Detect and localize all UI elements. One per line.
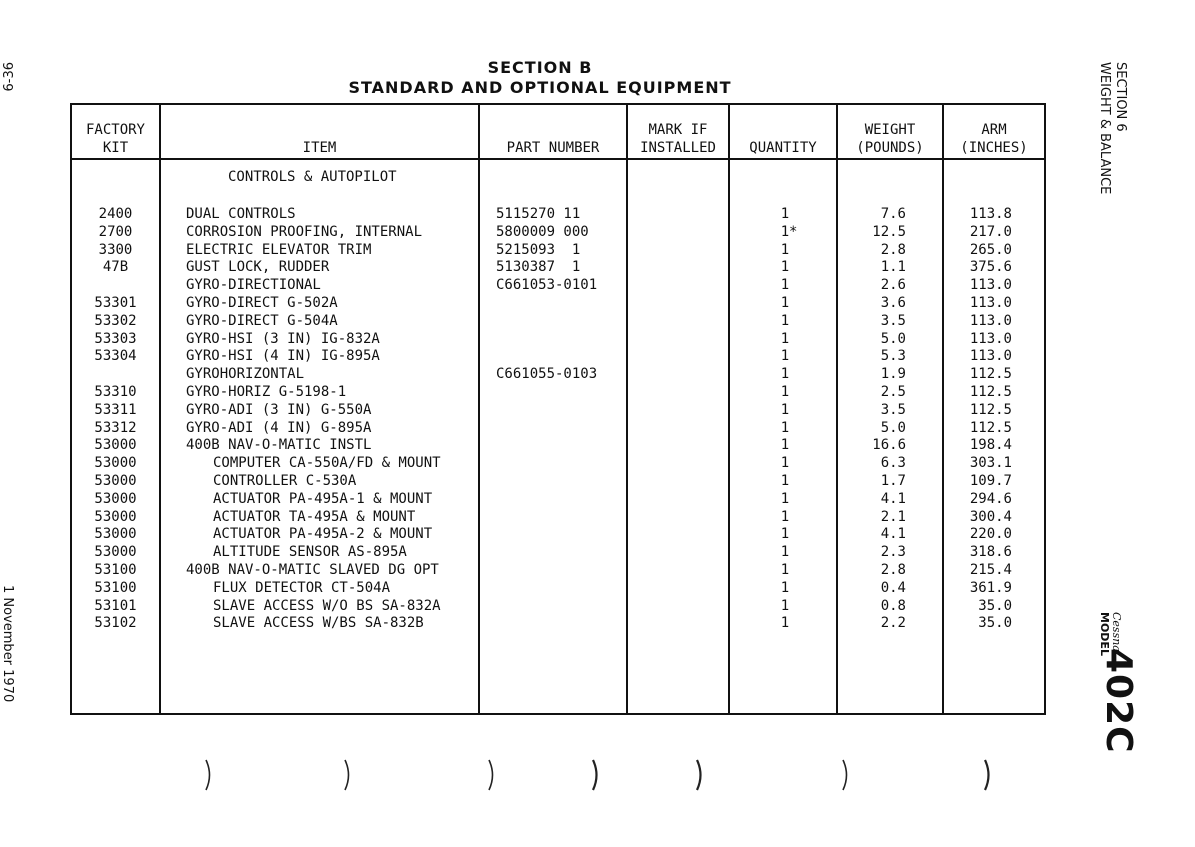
- item-cell: GYRO-ADI (4 IN) G-895A: [186, 419, 372, 436]
- quantity-value: 1: [780, 348, 790, 365]
- factory-kit-cell: 53101: [94, 597, 137, 614]
- weight-cell: 2.2: [880, 615, 906, 632]
- header-mark-if-installed: [628, 113, 728, 157]
- factory-kit-cell: 53000: [94, 526, 137, 543]
- quantity-cell: [776, 597, 794, 615]
- quantity-value: 1: [780, 544, 790, 561]
- table-row: [72, 436, 1044, 454]
- header-arm-line2: (INCHES): [960, 140, 1028, 156]
- weight-cell: 3.5: [880, 312, 906, 329]
- quantity-value: 1: [780, 508, 790, 525]
- weight-cell: 5.0: [880, 330, 906, 347]
- weight-cell: 2.6: [880, 277, 906, 294]
- table-row: [72, 490, 1044, 508]
- header-divider: [72, 158, 1044, 160]
- header-factory-kit-line2: KIT: [102, 140, 129, 156]
- item-cell: GYROHORIZONTAL: [186, 366, 305, 383]
- item-cell: SLAVE ACCESS W/O BS SA-832A: [213, 597, 441, 614]
- quantity-cell: [776, 579, 794, 597]
- quantity-value: 1: [780, 579, 790, 596]
- item-cell: CORROSION PROOFING, INTERNAL: [186, 223, 423, 240]
- item-cell: CONTROLLER C-530A: [213, 473, 357, 489]
- quantity-value: 1: [780, 295, 790, 311]
- quantity-cell: [776, 419, 794, 437]
- header-part-number: [480, 113, 626, 157]
- arm-cell: 217.0: [969, 223, 1012, 240]
- quantity-value: 1: [780, 312, 790, 329]
- item-cell: 400B NAV-O-MATIC INSTL: [186, 437, 372, 454]
- header-mark-line1: MARK IF: [648, 122, 708, 138]
- part-number-cell: 5800009 000: [496, 223, 589, 240]
- header-mark-line2: INSTALLED: [640, 140, 716, 156]
- header-arm: [944, 113, 1044, 157]
- item-cell: GYRO-DIRECTIONAL: [186, 277, 321, 294]
- binder-mark: [840, 758, 852, 792]
- page-title: [0, 58, 1080, 98]
- arm-cell: 300.4: [969, 508, 1012, 525]
- quantity-value: 1: [780, 597, 790, 614]
- quantity-value: 1: [780, 419, 790, 436]
- header-item-label: ITEM: [302, 140, 337, 156]
- header-item: [161, 113, 478, 157]
- part-number-cell: 5130387 1: [496, 259, 581, 276]
- weight-cell: 5.3: [880, 348, 906, 365]
- table-row: [72, 454, 1044, 472]
- quantity-cell: [776, 205, 794, 223]
- factory-kit-cell: 53310: [94, 384, 137, 400]
- quantity-cell: [776, 276, 794, 294]
- quantity-value: 1: [780, 206, 790, 222]
- page-title-line2: STANDARD AND OPTIONAL EQUIPMENT: [348, 78, 732, 97]
- arm-cell: 220.0: [969, 526, 1012, 543]
- model-number: 402C: [1098, 648, 1139, 754]
- weight-cell: 0.8: [880, 597, 906, 614]
- factory-kit-cell: 53000: [94, 544, 137, 561]
- quantity-value: 1: [780, 455, 790, 472]
- arm-cell: 113.0: [969, 312, 1012, 329]
- item-cell: ELECTRIC ELEVATOR TRIM: [186, 241, 372, 258]
- weight-cell: 3.6: [880, 295, 906, 311]
- arm-cell: 109.7: [969, 473, 1012, 489]
- item-cell: GYRO-DIRECT G-504A: [186, 312, 338, 329]
- table-row: [72, 365, 1044, 383]
- factory-kit-cell: 53000: [94, 437, 137, 454]
- item-cell: GUST LOCK, RUDDER: [186, 259, 330, 276]
- part-number-cell: 5215093 1: [496, 241, 581, 258]
- weight-cell: 2.1: [880, 508, 906, 525]
- factory-kit-cell: 53102: [94, 615, 137, 632]
- table-row: [72, 508, 1044, 526]
- weight-cell: 1.7: [880, 473, 906, 489]
- factory-kit-cell: 53302: [94, 312, 137, 329]
- item-cell: GYRO-HSI (3 IN) IG-832A: [186, 330, 380, 347]
- brand-logo: Cessna: [1110, 612, 1123, 652]
- binder-mark: [590, 758, 602, 792]
- arm-cell: 113.0: [969, 348, 1012, 365]
- quantity-value: 1: [780, 366, 790, 383]
- quantity-cell: [776, 614, 794, 632]
- arm-cell: 35.0: [978, 615, 1012, 632]
- item-cell: FLUX DETECTOR CT-504A: [213, 579, 391, 596]
- item-cell: ACTUATOR PA-495A-2 & MOUNT: [213, 526, 433, 543]
- quantity-cell: [776, 543, 794, 561]
- weight-cell: 1.1: [880, 259, 906, 276]
- header-weight-line1: WEIGHT: [864, 122, 916, 138]
- quantity-note-marker: *: [789, 223, 798, 240]
- factory-kit-cell: 47B: [102, 259, 129, 276]
- table-row: [72, 330, 1044, 348]
- binder-mark: [982, 758, 994, 792]
- page-title-line1: SECTION B: [487, 58, 593, 77]
- model-label: MODEL: [1098, 612, 1111, 656]
- arm-cell: 112.5: [969, 419, 1012, 436]
- header-quantity-label: QUANTITY: [749, 140, 817, 156]
- section-name-label: WEIGHT & BALANCE: [1097, 62, 1112, 195]
- table-row: [72, 258, 1044, 276]
- table-row: [72, 383, 1044, 401]
- binder-mark: [694, 758, 706, 792]
- quantity-value: 1: [780, 473, 790, 489]
- item-cell: ACTUATOR PA-495A-1 & MOUNT: [213, 490, 433, 507]
- header-part-number-label: PART NUMBER: [506, 140, 600, 156]
- quantity-cell: [776, 223, 798, 241]
- header-factory-kit: [72, 113, 159, 157]
- quantity-cell: [776, 312, 794, 330]
- arm-cell: 265.0: [969, 241, 1012, 258]
- section-number-label: SECTION 6: [1113, 62, 1128, 132]
- arm-cell: 294.6: [969, 490, 1012, 507]
- binder-mark: [486, 758, 498, 792]
- arm-cell: 112.5: [969, 366, 1012, 383]
- weight-cell: 4.1: [880, 526, 906, 543]
- factory-kit-cell: 53000: [94, 455, 137, 472]
- weight-cell: 16.6: [872, 437, 906, 454]
- table-row: [72, 205, 1044, 223]
- quantity-cell: [776, 365, 794, 383]
- item-cell: DUAL CONTROLS: [186, 206, 296, 222]
- table-row: [72, 312, 1044, 330]
- table-row: [72, 276, 1044, 294]
- quantity-value: 1: [780, 490, 790, 507]
- model-logo-group: [1096, 608, 1140, 754]
- quantity-cell: [776, 241, 794, 259]
- quantity-cell: [776, 330, 794, 348]
- factory-kit-cell: 53301: [94, 295, 137, 311]
- item-cell: 400B NAV-O-MATIC SLAVED DG OPT: [186, 562, 439, 578]
- part-number-cell: 5115270 11: [496, 206, 581, 222]
- arm-cell: 113.0: [969, 295, 1012, 311]
- factory-kit-cell: 2400: [98, 206, 133, 222]
- quantity-cell: [776, 258, 794, 276]
- quantity-cell: [776, 401, 794, 419]
- quantity-value: 1: [780, 562, 790, 578]
- binder-mark: [342, 758, 354, 792]
- part-number-cell: C661055-0103: [496, 366, 598, 383]
- weight-cell: 6.3: [880, 455, 906, 472]
- header-quantity: [730, 113, 836, 157]
- item-cell: GYRO-ADI (3 IN) G-550A: [186, 401, 372, 418]
- arm-cell: 303.1: [969, 455, 1012, 472]
- quantity-cell: [776, 525, 794, 543]
- factory-kit-cell: 53311: [94, 401, 137, 418]
- table-row: [72, 472, 1044, 490]
- quantity-cell: [776, 454, 794, 472]
- item-cell: SLAVE ACCESS W/BS SA-832B: [213, 615, 424, 632]
- weight-cell: 2.8: [880, 241, 906, 258]
- quantity-cell: [776, 294, 794, 312]
- weight-cell: 2.3: [880, 544, 906, 561]
- factory-kit-cell: 2700: [98, 223, 133, 240]
- arm-cell: 113.0: [969, 277, 1012, 294]
- item-cell: GYRO-HSI (4 IN) IG-895A: [186, 348, 380, 365]
- section-heading: CONTROLS & AUTOPILOT: [228, 169, 397, 185]
- quantity-cell: [776, 383, 794, 401]
- table-row: [72, 597, 1044, 615]
- quantity-value: 1: [780, 401, 790, 418]
- quantity-value: 1: [780, 526, 790, 543]
- weight-cell: 4.1: [880, 490, 906, 507]
- item-cell: ACTUATOR TA-495A & MOUNT: [213, 508, 416, 525]
- equipment-table: [70, 103, 1046, 715]
- table-row: [72, 241, 1044, 259]
- table-row: [72, 561, 1044, 579]
- part-number-cell: C661053-0101: [496, 277, 598, 294]
- quantity-cell: [776, 490, 794, 508]
- weight-cell: 3.5: [880, 401, 906, 418]
- factory-kit-cell: 53304: [94, 348, 137, 365]
- table-row: [72, 294, 1044, 312]
- table-row: [72, 525, 1044, 543]
- arm-cell: 113.0: [969, 330, 1012, 347]
- quantity-value: 1: [780, 241, 790, 258]
- quantity-cell: [776, 561, 794, 579]
- factory-kit-cell: 53000: [94, 490, 137, 507]
- weight-cell: 0.4: [880, 579, 906, 596]
- table-row: [72, 543, 1044, 561]
- item-cell: GYRO-HORIZ G-5198-1: [186, 384, 347, 400]
- quantity-cell: [776, 436, 794, 454]
- arm-cell: 35.0: [978, 597, 1012, 614]
- header-arm-line1: ARM: [981, 122, 1007, 138]
- header-weight: [838, 113, 942, 157]
- arm-cell: 215.4: [969, 562, 1012, 578]
- table-row: [72, 419, 1044, 437]
- page-number: 6-36: [2, 62, 17, 92]
- quantity-value: 1: [780, 330, 790, 347]
- factory-kit-cell: 53303: [94, 330, 137, 347]
- arm-cell: 112.5: [969, 384, 1012, 400]
- quantity-value: 1: [780, 615, 790, 632]
- item-cell: COMPUTER CA-550A/FD & MOUNT: [213, 455, 441, 472]
- quantity-value: 1: [780, 277, 790, 294]
- quantity-value: 1: [780, 437, 790, 454]
- binder-mark: [203, 758, 215, 792]
- weight-cell: 2.5: [880, 384, 906, 400]
- section-side-header: [1094, 62, 1134, 242]
- weight-cell: 1.9: [880, 366, 906, 383]
- factory-kit-cell: 53000: [94, 473, 137, 489]
- table-row: [72, 401, 1044, 419]
- table-row: [72, 579, 1044, 597]
- weight-cell: 7.6: [880, 206, 906, 222]
- factory-kit-cell: 53312: [94, 419, 137, 436]
- arm-cell: 375.6: [969, 259, 1012, 276]
- arm-cell: 198.4: [969, 437, 1012, 454]
- factory-kit-cell: 3300: [98, 241, 133, 258]
- header-weight-line2: (POUNDS): [856, 140, 924, 156]
- item-cell: ALTITUDE SENSOR AS-895A: [213, 544, 407, 561]
- quantity-cell: [776, 508, 794, 526]
- arm-cell: 112.5: [969, 401, 1012, 418]
- weight-cell: 2.8: [880, 562, 906, 578]
- quantity-cell: [776, 472, 794, 490]
- header-factory-kit-line1: FACTORY: [85, 122, 145, 138]
- quantity-value: 1: [780, 259, 790, 276]
- arm-cell: 361.9: [969, 579, 1012, 596]
- quantity-cell: [776, 347, 794, 365]
- factory-kit-cell: 53100: [94, 579, 137, 596]
- item-cell: GYRO-DIRECT G-502A: [186, 295, 338, 311]
- factory-kit-cell: 53000: [94, 508, 137, 525]
- arm-cell: 113.8: [969, 206, 1012, 222]
- table-row: [72, 347, 1044, 365]
- table-row: [72, 223, 1044, 241]
- factory-kit-cell: 53100: [94, 562, 137, 578]
- weight-cell: 12.5: [872, 223, 906, 240]
- weight-cell: 5.0: [880, 419, 906, 436]
- page-date: 1 November 1970: [0, 585, 15, 703]
- quantity-value: 1: [780, 384, 790, 400]
- table-row: [72, 614, 1044, 632]
- arm-cell: 318.6: [969, 544, 1012, 561]
- quantity-value: 1: [780, 223, 790, 240]
